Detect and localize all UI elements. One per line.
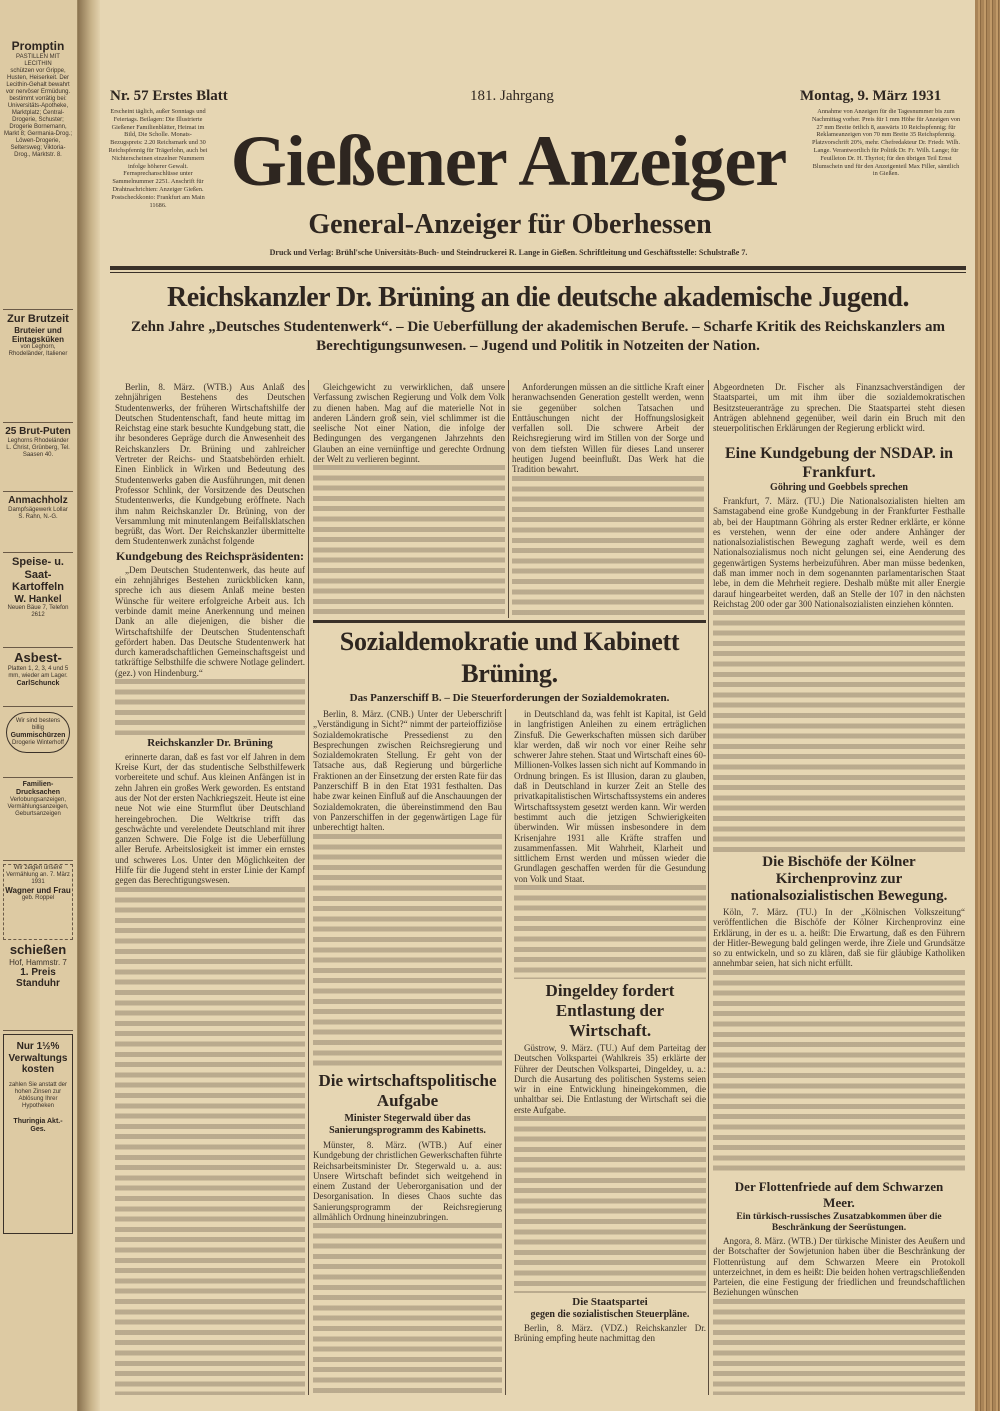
flotte-headline: Der Flottenfriede auf dem Schwarzen Meer. <box>734 1179 944 1210</box>
staatspartei-article <box>514 1323 706 1344</box>
ad-anmachholz <box>3 495 73 553</box>
ad-title: Nur 1½% Verwaltungskosten <box>8 1041 68 1075</box>
article-rule <box>313 620 706 623</box>
masthead-rule-thin <box>110 272 966 273</box>
lead-headline: Reichskanzler Dr. Brüning an die deutsche akademische Jugend. <box>167 282 909 313</box>
dingeldey-article <box>514 1043 706 1293</box>
newspaper-title: Gießener Anzeiger <box>230 121 787 201</box>
ad-sub: PASTILLEN MIT LECITHIN <box>16 53 60 67</box>
ad-title: Familien-Drucksachen <box>16 781 60 797</box>
ad-oval-frame <box>6 712 70 753</box>
ad-sub: geb. Roppel <box>21 895 55 902</box>
ad-title: Anmachholz <box>8 495 68 506</box>
nsdap-article <box>713 496 965 852</box>
ad-sub: W. Hankel <box>14 593 62 605</box>
column-1 <box>115 382 305 1395</box>
volume: 181. Jahrgang <box>470 88 554 104</box>
issue-number: Nr. 57 Erstes Blatt <box>110 88 228 104</box>
paragraph: „Dem Deutschen Studentenwerk, das heute auf ein zehnjähriges Bestehen zurückblicken kann, spreche ich aus diesem Anlaß meine besten Wünsche für weitere erfolgreiche Arbeit aus. Ich verbinde damit meine Anerkennung und meinen Dank an alle diejenigen, die bisher die Wirtschaftshilfe der Deutschen Studentenschaft gefördert haben. Das Deutsche Studentenwerk hat durch kameradschaftlichen Gemeinschaftsgeist und tatkräftige Selbsthilfe die schwere Notlage gelindert. (gez.) von Hindenburg.“ <box>115 564 305 678</box>
column-4 <box>713 382 965 1395</box>
sozial-headline: Sozialdemokratie und Kabinett Brüning. <box>339 627 680 688</box>
staatspartei-headline: Die Staatspartei <box>572 1296 648 1308</box>
staatspartei-subhead: gegen die sozialistischen Steuerpläne. <box>530 1309 690 1320</box>
flotte-article <box>713 1236 965 1395</box>
column-rule <box>708 380 709 1395</box>
ad-thuringia <box>3 1034 73 1234</box>
lead-article-intro <box>115 382 305 547</box>
paragraph: erinnerte daran, daß es fast vor elf Jahren in dem Kreise Kurt, der das studentische Selbsthilfewerk vorbereitete und schuf. Aus kleinen Anfängen ist in zehn Jahren ein großes Werk geworden. Es entstand aus der Not der ersten Nachkriegszeit. Heute ist eine neue Not wie eine Sturmflut über Deutschland hereingebrochen. Die Weltkrise trifft das geschwächte und verelendete Deutschland mit ihrer ganzen Schwere. Die Folge ist die Ueberfüllung aller Berufe. Arbeitslosigkeit ist immer ein ernstes und schweres Los. Unter den Möglichkeiten der Hilfe für die Jugend steht in erster Linie der Kampf gegen das Berechtigungswesen. <box>115 751 305 886</box>
ad-vermaehlung <box>3 864 73 940</box>
nsdap-headline: Eine Kundgebung der NSDAP. in Frankfurt. <box>724 445 954 481</box>
ad-text: schützen vor Grippe, Husten, Heiserkeit. Der Lecithin-Gehalt bewahrt vor nervöser Ermüdung. bestimmt vorrätig bei: Universitäts-Apotheke, Marktplatz; Central-Drogerie, Schuster; Drogerie Bornemann, Markt 8; Germania-Drog.; Löwen-Drogerie, Seltersweg; Viktoria-Drog., Marktstr. 8. <box>3 67 73 158</box>
ad-text: 1. Preis Standuhr <box>16 966 60 990</box>
paragraph: Berlin, 8. März. (WTB.) Aus Anlaß des zehnjährigen Bestehens des Deutschen Studentenwerks, der früheren Wirtschaftshilfe der Deutschen Studentenschaft, fand heute mittag im Reichstag eine stark besuchte Kundgebung statt, die ihr besonderes Gepräge durch die Anwesenheit des Reichskanzlers Dr. Brüning und zahlreicher Vertreter der Reichs- und Staatsbehörden erhielt. Einen Einblick in Wirken und Bedeutung des Studentenwerks gaben die Ausführungen, mit denen Professor Schlink, der Vorsitzende des Deutschen Studentenwerks, die Kundgebung eröffnete. Nach ihm nahm Reichskanzler Dr. Brüning, von der Versammlung mit minutenlangem Beifallsklatschen begrüßt, das Wort. Der Reichskanzler übermittelte dem Studentenwerk zunächst folgende <box>115 382 305 547</box>
ad-title: Zur Brutzeit <box>7 313 69 325</box>
ad-title: schießen <box>9 942 67 957</box>
paragraph: Abgeordneten Dr. Fischer als Finanzsachverständigen der Staatspartei, um mit ihm über die sozialdemokratischen Besitzsteueranträge zu sprechen. Die Staatspartei steht diesen Anträgen ablehnend gegenüber, weil darin ein Bruch mit den steuerpolitischen Erklärungen der Regierung erblickt wird. <box>713 382 965 434</box>
body-text-lines <box>115 679 305 735</box>
sozial-article <box>313 709 502 1069</box>
paragraph: Frankfurt, 7. März. (TU.) Die Nationalsozialisten hielten am Samstagabend eine große Kundgebung in der Frankfurter Festhalle ab, bei der Hauptmann Göhring als erster Redner erklärte, er könne es verstehen, wenn der eine oder andere Anhänger der nationalsozialistischen Bewegung zaghaft werde, weil es dem Nationalsozialismus noch nicht gelungen sei, eine Aenderung des gegenwärtigen Systems herbeizuführen. Aber man müsse bedenken, daß man immer noch in dem sogenannten parlamentarischen Staat lebe, in dem die Mehrheit regiere. Deshalb müßte mit aller Energie darauf hingearbeitet werden, daß an Stelle der 107 in den nächsten Reichstag 200 oder gar 300 Nationalsozialisten einziehen könnten. <box>713 496 965 609</box>
newspaper-subtitle: General-Anzeiger für Oberhessen <box>308 209 712 240</box>
paragraph: Münster, 8. März. (WTB.) Auf einer Kundgebung der christlichen Gewerkschaften führte Reichsarbeitsminister Dr. Stegerwald u. a. aus: Unsere Wirtschaft befindet sich weitgehend in einem Zustand der Ueberorganisation und der Desorganisation. In dieses Chaos suchte das Sanierungsprogramm der Reichsregierung allmählich Ordnung hineinzubringen. <box>313 1140 502 1223</box>
body-text-lines <box>514 885 706 979</box>
ad-sub: Bruteier und Eintagsküken <box>11 325 64 344</box>
lead-article-continued <box>512 382 704 615</box>
ad-text: L. Christ, Grünberg, Tel. Saasen 40. <box>6 444 70 458</box>
paragraph: Berlin, 8. März. (VDZ.) Reichskanzler Dr. Brüning empfing heute nachmittag den <box>514 1323 706 1344</box>
ad-gummischuerzen <box>3 710 73 778</box>
ad-text: Platten 1, 2, 3, 4 und 5 mm, wieder am Lager. <box>7 665 69 679</box>
wirtschaft-headline: Die wirtschaftspolitische Aufgabe <box>318 1071 497 1110</box>
ad-title: 25 Brut-Puten <box>5 426 71 437</box>
issue-date: Montag, 9. März 1931 <box>800 88 942 104</box>
ad-puten <box>3 426 73 492</box>
ad-stack <box>3 40 73 1234</box>
column-2-lower <box>313 709 505 1395</box>
sozial-article-continued <box>514 709 706 979</box>
ad-sub: Thuringia Akt.-Ges. <box>13 1117 63 1133</box>
paragraph: Anforderungen müssen an die sittliche Kraft einer heranwachsenden Generation gestellt werden, wenn sie gegenüber solchen Tatsachen und Enttäuschungen nicht der Hoffnungslosigkeit verfallen soll. Die schwere Arbeit der Reichsregierung wird im Stillen von der Sorge und von dem tiefsten Willen für dieses Land unserer heutigen Jugend beeinflußt. Das Werk hat die Tradition bewahrt. <box>512 382 704 475</box>
ad-text: Wir zeigen unsere Vermählung an. 7. März 1931 <box>6 865 70 885</box>
two-column-row <box>313 709 706 1395</box>
ad-sub: Leghorns Rhodeländer <box>7 437 69 444</box>
paragraph: Angora, 8. März. (WTB.) Der türkische Minister des Aeußern und der Botschafter der Sowjetunion haben über die Beschränkung der Flottenrüstung auf dem Schwarzen Meere ein Protokoll unterzeichnet, in dem es heißt: Die beiden hohen vertragschließenden Parteien, die eine Festigung der friedlichen und freundschaftlichen Beziehungen wünschen <box>713 1236 965 1298</box>
ad-title: Asbest- <box>14 650 62 665</box>
body-text-lines <box>713 610 965 852</box>
ad-familien-drucksachen <box>3 781 73 861</box>
paragraph: in Deutschland da, was fehlt ist Kapital, ist Geld in langfristigen Anleihen zu einem erträglichen Zinsfuß. Die Gewerkschaften müssen sich darüber klar werden, daß wir noch vor einer Reihe sehr schwerer Jahre stehen. Staat und Wirtschaft eines 60-Millionen-Volkes lassen sich nicht auf Kommando in Ordnung bringen. Es ist Illusion, daran zu glauben, daß in Deutschland in kurzer Zeit an Stelle des privatkapitalistischen Wirtschaftssystems ein anderes Wirtschaftssystem gesetzt werden kann. Wir werden bestimmt auch die jetzigen Schwierigkeiten überwinden. Wir müssen insbesondere in dem Krisenjahre 1931 alle Kräfte straffen und zusammenfassen. Mit Wahrheit, Klarheit und sittlichem Ernst werden und müssen wieder die Grundlagen geschaffen werden für die Gesundung von Volk und Staat. <box>514 709 706 884</box>
masthead-rule <box>110 266 966 270</box>
ad-title: Speise- u. Saat-Kartoffeln <box>12 556 64 594</box>
ad-sub: CarlSchunck <box>16 679 60 687</box>
column-rule <box>308 380 309 1395</box>
paragraph: Gleichgewicht zu verwirklichen, daß unsere Verfassung zwischen Regierung und Volk dem Volk zu dienen haben. Mag auf die materielle Not in anderen Ländern groß sein, viel schlimmer ist die seelische Not einer Nation, die infolge der Bedingungen des vergangenen Jahrzehnts den Glauben an eine vernünftige und gerechte Ordnung der Welt zu verlieren beginnt. <box>313 382 505 465</box>
ad-kartoffeln <box>3 556 73 648</box>
ad-brutzeit <box>3 313 73 423</box>
lead-header <box>110 280 966 356</box>
body-text-lines <box>512 476 704 615</box>
lower-middle-section <box>313 620 706 1395</box>
paragraph: Güstrow, 9. März. (TU.) Auf dem Parteitag der Deutschen Volkspartei (Wahlkreis 35) erklärte der Führer der Deutschen Volkspartei, Dingeldey, u. a.: Durch die Ausartung des politischen Systems seien wir in eine Entwicklung hineingekommen, die unhaltbar sei. Die Entlastung der Wirtschaft sei die erste Aufgabe. <box>514 1043 706 1115</box>
paragraph: Berlin, 8. März. (CNB.) Unter der Ueberschrift „Verständigung in Sicht?“ nimmt der parteioffiziöse Sozialdemokratische Pressedienst zu den Besprechungen zwischen Reichsregierung und Sozialdemokraten Stellung. Er geht von der Tatsache aus, daß Regierung und bürgerliche Fraktionen an der Einsetzung der ersten Rate für das Panzerschiff B in den Etat 1931 festhalten. Das habe zwar keinen Einfluß auf die Anschauungen der Sozialdemokraten, die übereinstimmend den Bau von Panzerschiffen in der gegenwärtigen Lage für unberechtigt halten. <box>313 709 502 833</box>
lead-article-continued <box>313 382 505 615</box>
sozial-subhead: Das Panzerschiff B. – Die Steuerforderungen der Sozialdemokraten. <box>349 692 670 704</box>
bischoefe-headline: Die Bischöfe der Kölner Kirchenprovinz zur nationalsozialistischen Bewegung. <box>730 854 948 904</box>
body-text-lines <box>313 465 505 615</box>
body-text-lines <box>313 1223 502 1395</box>
ad-text: Wir sind bestens billig <box>15 718 61 731</box>
body-text-lines <box>313 834 502 1069</box>
ad-sub: Drogerie Winterhoff <box>12 740 64 747</box>
body-text-lines <box>115 887 305 1395</box>
body-text-lines <box>514 1116 706 1293</box>
body-text-lines <box>713 970 965 1175</box>
ad-promptin <box>3 40 73 310</box>
publisher-line: Druck und Verlag: Brühl'sche Universitäts-Buch- und Steindruckerei R. Lange in Gießen. Schriftleitung und Geschäftsstelle: Schulstraße 7. <box>269 248 748 257</box>
nsdap-subhead: Göhring und Goebbels sprechen <box>770 482 908 493</box>
ad-sub: Hof, Hammstr. 7 <box>9 957 67 967</box>
dingeldey-headline: Dingeldey fordert Entlastung der Wirtschaft. <box>545 981 675 1040</box>
facing-page-ads <box>0 0 78 1411</box>
subscription-info: Erscheint täglich, außer Sonntags und Feiertags. Beilagen: Die Illustrierte Gießener Familienblätter, Heimat im Bild, Die Scholle. Monats-Bezugspreis: 2.20 Reichsmark und 30 Reichspfennig für Trägerlohn, auch bei Nichterscheinen einzelner Nummern infolge höherer Gewalt. Fernsprechanschlüsse unter Sammelnummer 2251. Anschrift für Drahtnachrichten: Anzeiger Gießen. Postscheckkonto: Frankfurt am Main 11686. <box>108 108 208 209</box>
staatspartei-article-continued <box>713 382 965 442</box>
column-rule <box>508 380 509 618</box>
lead-subhead: Zehn Jahre „Deutsches Studentenwerk“. – Die Ueberfüllung der akademischen Berufe. – Scharfe Kritik des Reichskanzlers am Berechtigungsunwesen. – Jugend und Politik in Notzeiten der Nation. <box>131 319 945 354</box>
ad-text: Neuen Bäue 7, Telefon 2612 <box>7 605 69 619</box>
column-3-lower <box>505 709 706 1395</box>
ad-text: S. Rahn, N.-G. <box>18 513 58 520</box>
section-heading: Kundgebung des Reichspräsidenten: <box>115 548 305 563</box>
ad-sub: Dampfsägewerk Lollar <box>8 506 68 513</box>
section-heading: Reichskanzler Dr. Brüning <box>147 736 273 749</box>
book-binding-gutter <box>78 0 100 1411</box>
ad-title: Promptin <box>11 39 65 53</box>
page-stack-edge <box>975 0 1000 1411</box>
wirtschaft-subhead: Minister Stegerwald über das Sanierungsprogramm des Kabinetts. <box>329 1113 486 1136</box>
ad-text: zahlen Sie anstatt der hohen Zinsen zur Ablösung Ihrer Hypotheken <box>8 1081 68 1109</box>
chancellor-speech <box>115 752 305 1395</box>
ad-asbest <box>3 651 73 707</box>
wirtschaft-article <box>313 1140 502 1395</box>
flotte-subhead: Ein türkisch-russisches Zusatzabkommen über die Beschränkung der Seerüstungen. <box>736 1212 942 1233</box>
president-message <box>115 565 305 735</box>
paragraph: Köln, 7. März. (TU.) In der „Kölnischen Volkszeitung“ veröffentlichen die Bischöfe der Kölner Kirchenprovinz eine Erklärung, in der es u. a. heißt: Die Erwartung, daß es den Führern der Hitler-Bewegung bald gelingen werde, ihre Ziele und Grundsätze so zu entwickeln, und so zu klären, daß sie für gläubige Katholiken annehmbar seien, hat sich nicht erfüllt. <box>713 907 965 969</box>
bischoefe-article <box>713 907 965 1175</box>
ad-text: Verlobungsanzeigen, Vermählungsanzeigen, Geburtsanzeigen <box>7 797 69 818</box>
body-text-lines <box>713 1299 965 1395</box>
ad-title: Gummischürzen <box>10 732 66 739</box>
advertising-info: Annahme von Anzeigen für die Tagesnummer bis zum Nachmittag vorher. Preis für 1 mm Höhe für Anzeigen von 27 mm Breite örtlich 8, auswärts 10 Reichspfennig; für Reklameanzeigen von 70 mm Breite 35 Reichspfennig. Platzvorschrift 20%, mehr. Chefredakteur Dr. Friedr. Wilh. Lange. Verantwortlich für Politik Dr. Fr. Wilh. Lange; für Feuilleton Dr. H. Thyriot; für den übrigen Teil Ernst Blumschein und für den Anzeigenteil Max Filler, sämtlich in Gießen. <box>811 108 961 178</box>
ad-title: Wagner und Frau <box>5 886 71 895</box>
ad-text: von Leghorn, Rhodeländer, Italiener <box>8 344 68 358</box>
ad-schiessen <box>3 943 73 1031</box>
